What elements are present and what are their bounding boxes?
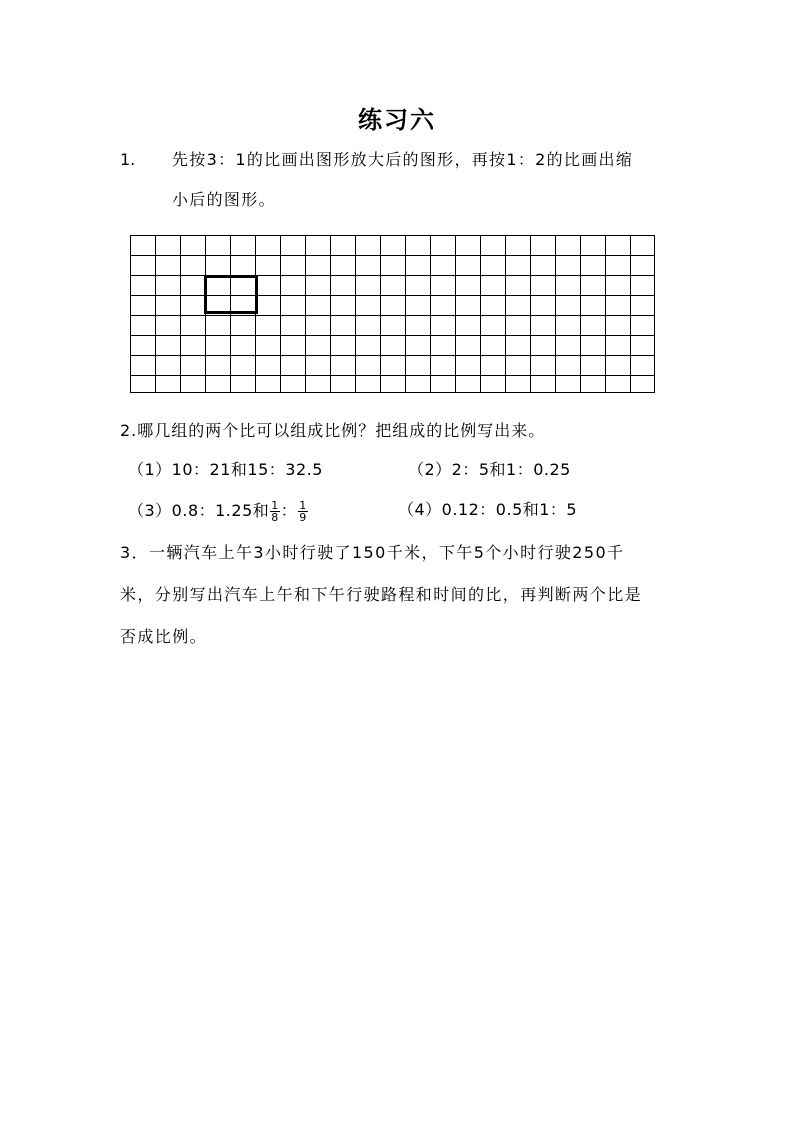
original-rectangle <box>204 275 258 314</box>
question-1-number: 1. <box>120 150 136 169</box>
drawing-grid <box>130 235 655 393</box>
question-3-text-line-2: 米，分别写出汽车上午和下午行驶路程和时间的比，再判断两个比是 <box>120 585 643 604</box>
question-2-option-2: （2）2：5和1：0.25 <box>408 460 571 479</box>
fraction-one-ninth <box>298 500 308 523</box>
question-3-text-line-1: 3．一辆汽车上午3小时行驶了150千米，下午5个小时行驶250千 <box>120 543 625 562</box>
question-2-option-1: （1）10：21和15：32.5 <box>128 460 323 479</box>
fraction-2-numerator: 1 <box>299 499 307 512</box>
question-1-text-line-2: 小后的图形。 <box>172 190 276 209</box>
page-title: 练习六 <box>358 105 436 134</box>
option-3-separator: ： <box>280 501 298 520</box>
option-3-prefix: （3）0.8：1.25和 <box>128 501 270 520</box>
fraction-one-eighth <box>270 500 280 523</box>
fraction-2-denominator: 9 <box>299 511 307 524</box>
question-2-prompt: 2.哪几组的两个比可以组成比例？把组成的比例写出来。 <box>120 421 546 440</box>
question-2-option-4: （4）0.12：0.5和1：5 <box>398 500 578 519</box>
question-3-text-line-3: 否成比例。 <box>120 627 208 646</box>
question-1-text-line-1: 先按3：1的比画出图形放大后的图形，再按1：2的比画出缩 <box>172 150 634 169</box>
fraction-1-numerator: 1 <box>271 499 279 512</box>
fraction-1-denominator: 8 <box>271 511 279 524</box>
question-2-option-3 <box>128 500 309 523</box>
